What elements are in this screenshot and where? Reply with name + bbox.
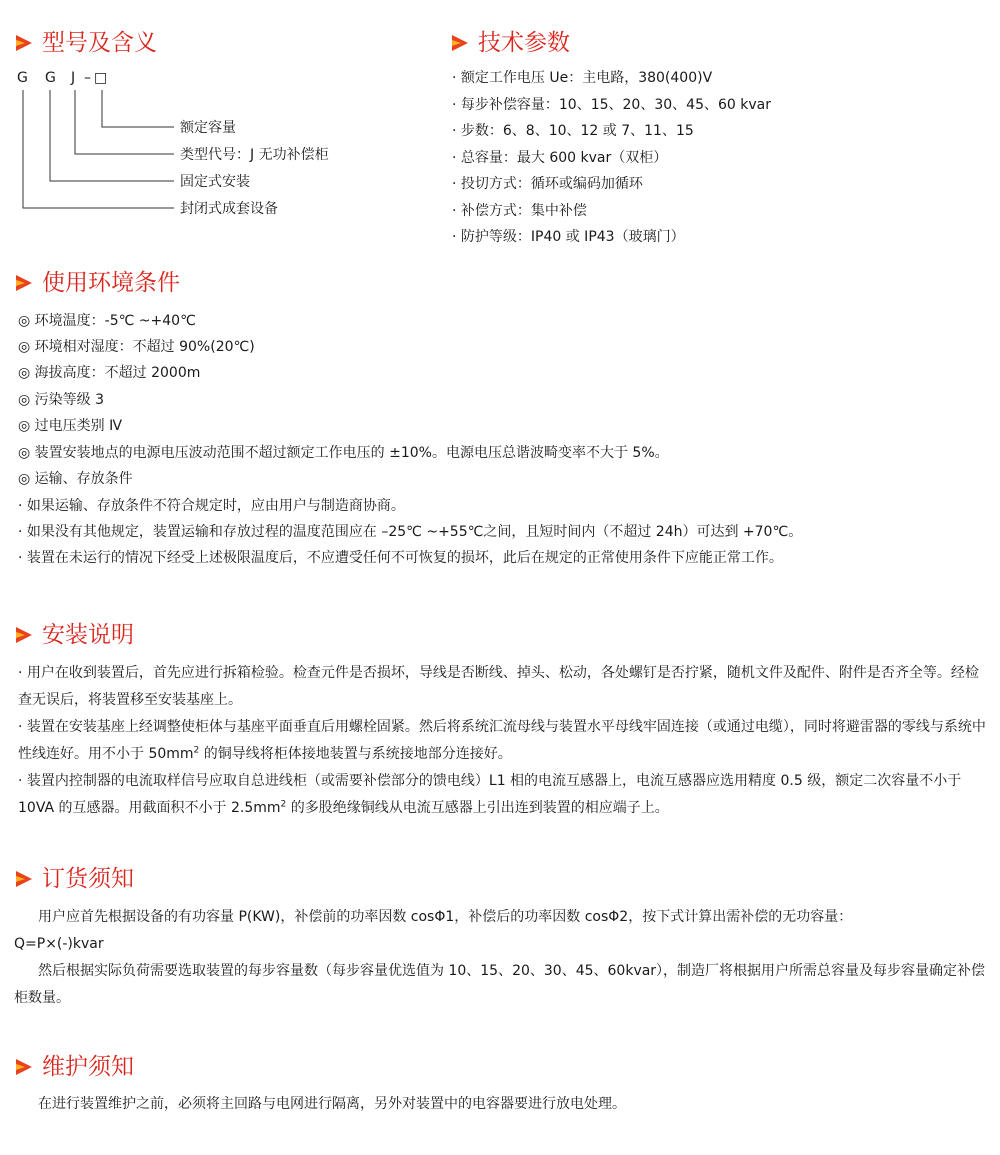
section-title-model — [14, 28, 157, 58]
tech-item: · 投切方式：循环或编码加循环 — [452, 176, 643, 192]
bracket-lines — [23, 90, 174, 208]
code-letter: G — [45, 70, 56, 86]
section-title-order — [14, 864, 134, 894]
order-paragraph: 然后根据实际负荷需要选取装置的每步容量数（每步容量优选值为 10、15、20、30、45、60kvar），制造厂将根据用户所需总容量及每步容量确定补偿柜数量。 — [14, 963, 986, 1006]
env-item: · 装置在未运行的情况下经受上述极限温度后，不应遭受任何不可恢复的损坏，此后在规定的正常使用条件下应能正常工作。 — [18, 550, 783, 566]
tech-item: · 每步补偿容量：10、15、20、30、45、60 kvar — [452, 97, 771, 113]
install-paragraph: · 装置内控制器的电流取样信号应取自总进线柜（或需要补偿部分的馈电线）L1 相的电流互感器上，电流互感器应选用精度 0.5 级，额定二次容量不小于 10VA 的互感器。用截面积不小于 $2.5mm^2$ 的多股绝缘铜线从电流互感器上引出连到装置的相应端子上。 — [18, 773, 962, 816]
section-title-text: 型号及含义 — [42, 30, 157, 56]
code-letter: G — [17, 70, 28, 86]
env-item: · 如果没有其他规定，装置运输和存放过程的温度范围应在 –25℃ ~+55℃之间，且短时间内（不超过 24h）可达到 +70℃。 — [18, 524, 803, 540]
code-letter: J — [71, 70, 76, 86]
env-item: ◎ 污染等级 3 — [18, 392, 105, 408]
arrow-play-icon — [14, 625, 34, 645]
env-item: ◎ 环境温度：-5℃ ~+40℃ — [18, 313, 196, 329]
order-paragraph: 用户应首先根据设备的有功容量 P(KW)，补偿前的功率因数 cosΦ1，补偿后的功率因数 cosΦ2，按下式计算出需补偿的无功容量： — [38, 909, 853, 925]
tech-item: · 额定工作电压 Ue：主电路，380(400)V — [452, 70, 713, 86]
section-title-maint — [14, 1052, 134, 1082]
tech-item: · 总容量：最大 600 kvar（双柜） — [452, 150, 668, 166]
arrow-play-icon — [450, 33, 470, 53]
section-title-text: 技术参数 — [478, 30, 570, 56]
arrow-play-icon — [14, 273, 34, 293]
code-letter: – — [84, 70, 91, 86]
section-title-install — [14, 620, 134, 650]
env-item: ◎ 过电压类别 Ⅳ — [18, 418, 123, 434]
tech-item: · 步数：6、8、10、12 或 7、11、15 — [452, 123, 694, 139]
env-item: ◎ 环境相对湿度：不超过 90%(20℃) — [18, 339, 255, 355]
order-formula: Q=P×(-)kvar — [14, 936, 104, 952]
section-title-text: 维护须知 — [42, 1054, 134, 1080]
code-letter: □ — [94, 70, 108, 86]
arrow-play-icon — [14, 1057, 34, 1077]
tech-item: · 补偿方式：集中补偿 — [452, 203, 587, 219]
section-title-text: 使用环境条件 — [42, 270, 180, 296]
model-code-diagram — [14, 68, 434, 228]
env-item: ◎ 装置安装地点的电源电压波动范围不超过额定工作电压的 ±10%。电源电压总谐波畸变率不大于 5%。 — [18, 445, 669, 461]
code-meaning: 类型代号：J 无功补偿柜 — [180, 147, 329, 163]
env-item: ◎ 海拔高度：不超过 2000m — [18, 365, 201, 381]
arrow-play-icon — [14, 869, 34, 889]
code-meaning: 封闭式成套设备 — [180, 201, 278, 217]
install-paragraph: · 用户在收到装置后，首先应进行拆箱检验。检查元件是否损坏，导线是否断线、掉头、松动，各处螺钉是否拧紧，随机文件及配件、附件是否齐全等。经检查无误后，将装置移至安装基座上。 — [18, 665, 979, 708]
code-meaning: 固定式安装 — [180, 174, 250, 190]
section-title-text: 订货须知 — [42, 866, 134, 892]
section-title-env — [14, 268, 180, 298]
env-item: · 如果运输、存放条件不符合规定时，应由用户与制造商协商。 — [18, 498, 405, 514]
section-title-text: 安装说明 — [42, 622, 134, 648]
env-item: ◎ 运输、存放条件 — [18, 471, 133, 487]
install-paragraph: · 装置在安装基座上经调整使柜体与基座平面垂直后用螺栓固紧。然后将系统汇流母线与装置水平母线牢固连接（或通过电缆），同时将避雷器的零线与系统中性线连好。用不小于 $50mm^2$ 的铜导线将柜体接地装置与系统接地部分连接好。 — [18, 719, 986, 762]
arrow-play-icon — [14, 33, 34, 53]
code-meaning: 额定容量 — [180, 120, 236, 136]
section-title-tech — [450, 28, 570, 58]
maint-paragraph: 在进行装置维护之前，必须将主回路与电网进行隔离，另外对装置中的电容器要进行放电处理。 — [38, 1096, 626, 1112]
tech-item: · 防护等级：IP40 或 IP43（玻璃门） — [452, 229, 685, 245]
